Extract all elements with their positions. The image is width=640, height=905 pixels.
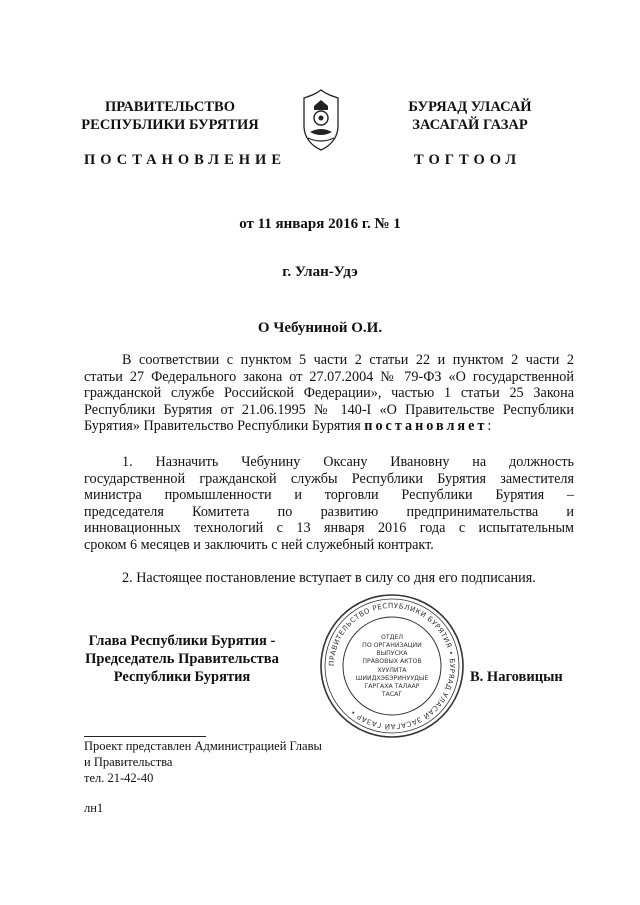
preamble-colon: : bbox=[487, 418, 492, 434]
stamp-center-line: ТАСАГ bbox=[381, 691, 403, 698]
signatory-title-line2: Председатель Правительства bbox=[85, 651, 279, 667]
footer-note-line2: и Правительства bbox=[84, 755, 173, 769]
signatory-title bbox=[76, 632, 288, 686]
preamble-line: В соответствии с пунктом 5 части 2 статьи 22 и пунктом 2 части 2 bbox=[122, 352, 574, 368]
footer-code: лн1 bbox=[84, 801, 104, 815]
government-name-ru bbox=[80, 98, 260, 134]
stamp-center-line: ХУУЛИТА bbox=[377, 667, 407, 674]
preamble-line: гражданской службе Российской Федерации», частью 1 статьи 25 Закона bbox=[84, 385, 574, 401]
item-1-line: министра промышленности и торговли Республики Бурятия – bbox=[84, 487, 574, 503]
stamp-center-line: ГАРГАХА ТАЛААР bbox=[364, 683, 420, 690]
signatory-name: В. Наговицын bbox=[470, 669, 563, 685]
city: г. Улан-Удэ bbox=[282, 264, 358, 280]
footer-note-line1: Проект представлен Администрацией Главы bbox=[84, 739, 322, 753]
government-name-bua-line2: ЗАСАГАЙ ГАЗАР bbox=[412, 117, 528, 133]
document-date-number: от 11 января 2016 г. № 1 bbox=[239, 216, 401, 232]
item-1-line: 1. Назначить Чебунину Оксану Ивановну на должность bbox=[122, 454, 574, 470]
document-subject: О Чебуниной О.И. bbox=[257, 320, 383, 336]
document-type-ru: ПОСТАНОВЛЕНИЕ bbox=[84, 152, 287, 168]
stamp-center-line: ПРАВОВЫХ АКТОВ bbox=[362, 658, 422, 665]
signatory-title-line3: Республики Бурятия bbox=[113, 669, 251, 685]
official-stamp bbox=[318, 592, 466, 740]
resolves-word: постановляет bbox=[364, 418, 488, 434]
footer-divider bbox=[84, 736, 206, 737]
government-name-line1: ПРАВИТЕЛЬСТВО bbox=[105, 99, 235, 115]
stamp-center-line: ОТДЕЛ bbox=[380, 634, 404, 641]
preamble-line: статьи 27 Федерального закона от 27.07.2004 № 79-ФЗ «О государственной bbox=[84, 368, 574, 385]
government-name-bua bbox=[380, 98, 560, 134]
government-name-line2: РЕСПУБЛИКИ БУРЯТИЯ bbox=[81, 117, 259, 133]
preamble-line: Бурятия» Правительство Республики Бурятия bbox=[84, 418, 365, 434]
coat-of-arms-icon bbox=[296, 88, 346, 154]
stamp-center-line: ВЫПУСКА bbox=[376, 650, 408, 657]
preamble-paragraph bbox=[84, 352, 574, 435]
footer-phone: тел. 21-42-40 bbox=[84, 771, 154, 785]
preamble-line: Республики Бурятия от 21.06.1995 № 140-I «О Правительстве Республики bbox=[84, 401, 574, 418]
item-1-line: государственной гражданской службы Республики Бурятия заместителя bbox=[84, 470, 574, 487]
stamp-center-line: ПО ОРГАНИЗАЦИИ bbox=[362, 642, 422, 649]
item-2-paragraph bbox=[84, 570, 574, 587]
preamble-last-line bbox=[84, 418, 574, 435]
item-2-line: 2. Настоящее постановление вступает в силу со дня его подписания. bbox=[122, 570, 536, 586]
government-name-bua-line1: БУРЯАД УЛАСАЙ bbox=[408, 99, 532, 115]
item-1-line: инновационных технологий с 13 января 2016 года с испытательным bbox=[84, 520, 574, 536]
footer-note bbox=[84, 738, 322, 786]
stamp-ring-text: ПРАВИТЕЛЬСТВО РЕСПУБЛИКИ БУРЯТИЯ • БУРЯАД УЛАСАЙ ЗАСАГАЙ ГАЗАР • bbox=[327, 601, 457, 731]
document-type-bua: ТОГТООЛ bbox=[414, 152, 522, 168]
item-1-line: председателя Комитета по развитию предпринимательства и bbox=[84, 503, 574, 520]
stamp-center-line: ШИИДХЭБЭРИНУУДЫЕ bbox=[355, 675, 429, 682]
item-1-paragraph bbox=[84, 454, 574, 553]
signatory-title-line1: Глава Республики Бурятия - bbox=[88, 633, 276, 649]
item-1-line: сроком 6 месяцев и заключить с ней служебный контракт. bbox=[84, 536, 434, 553]
